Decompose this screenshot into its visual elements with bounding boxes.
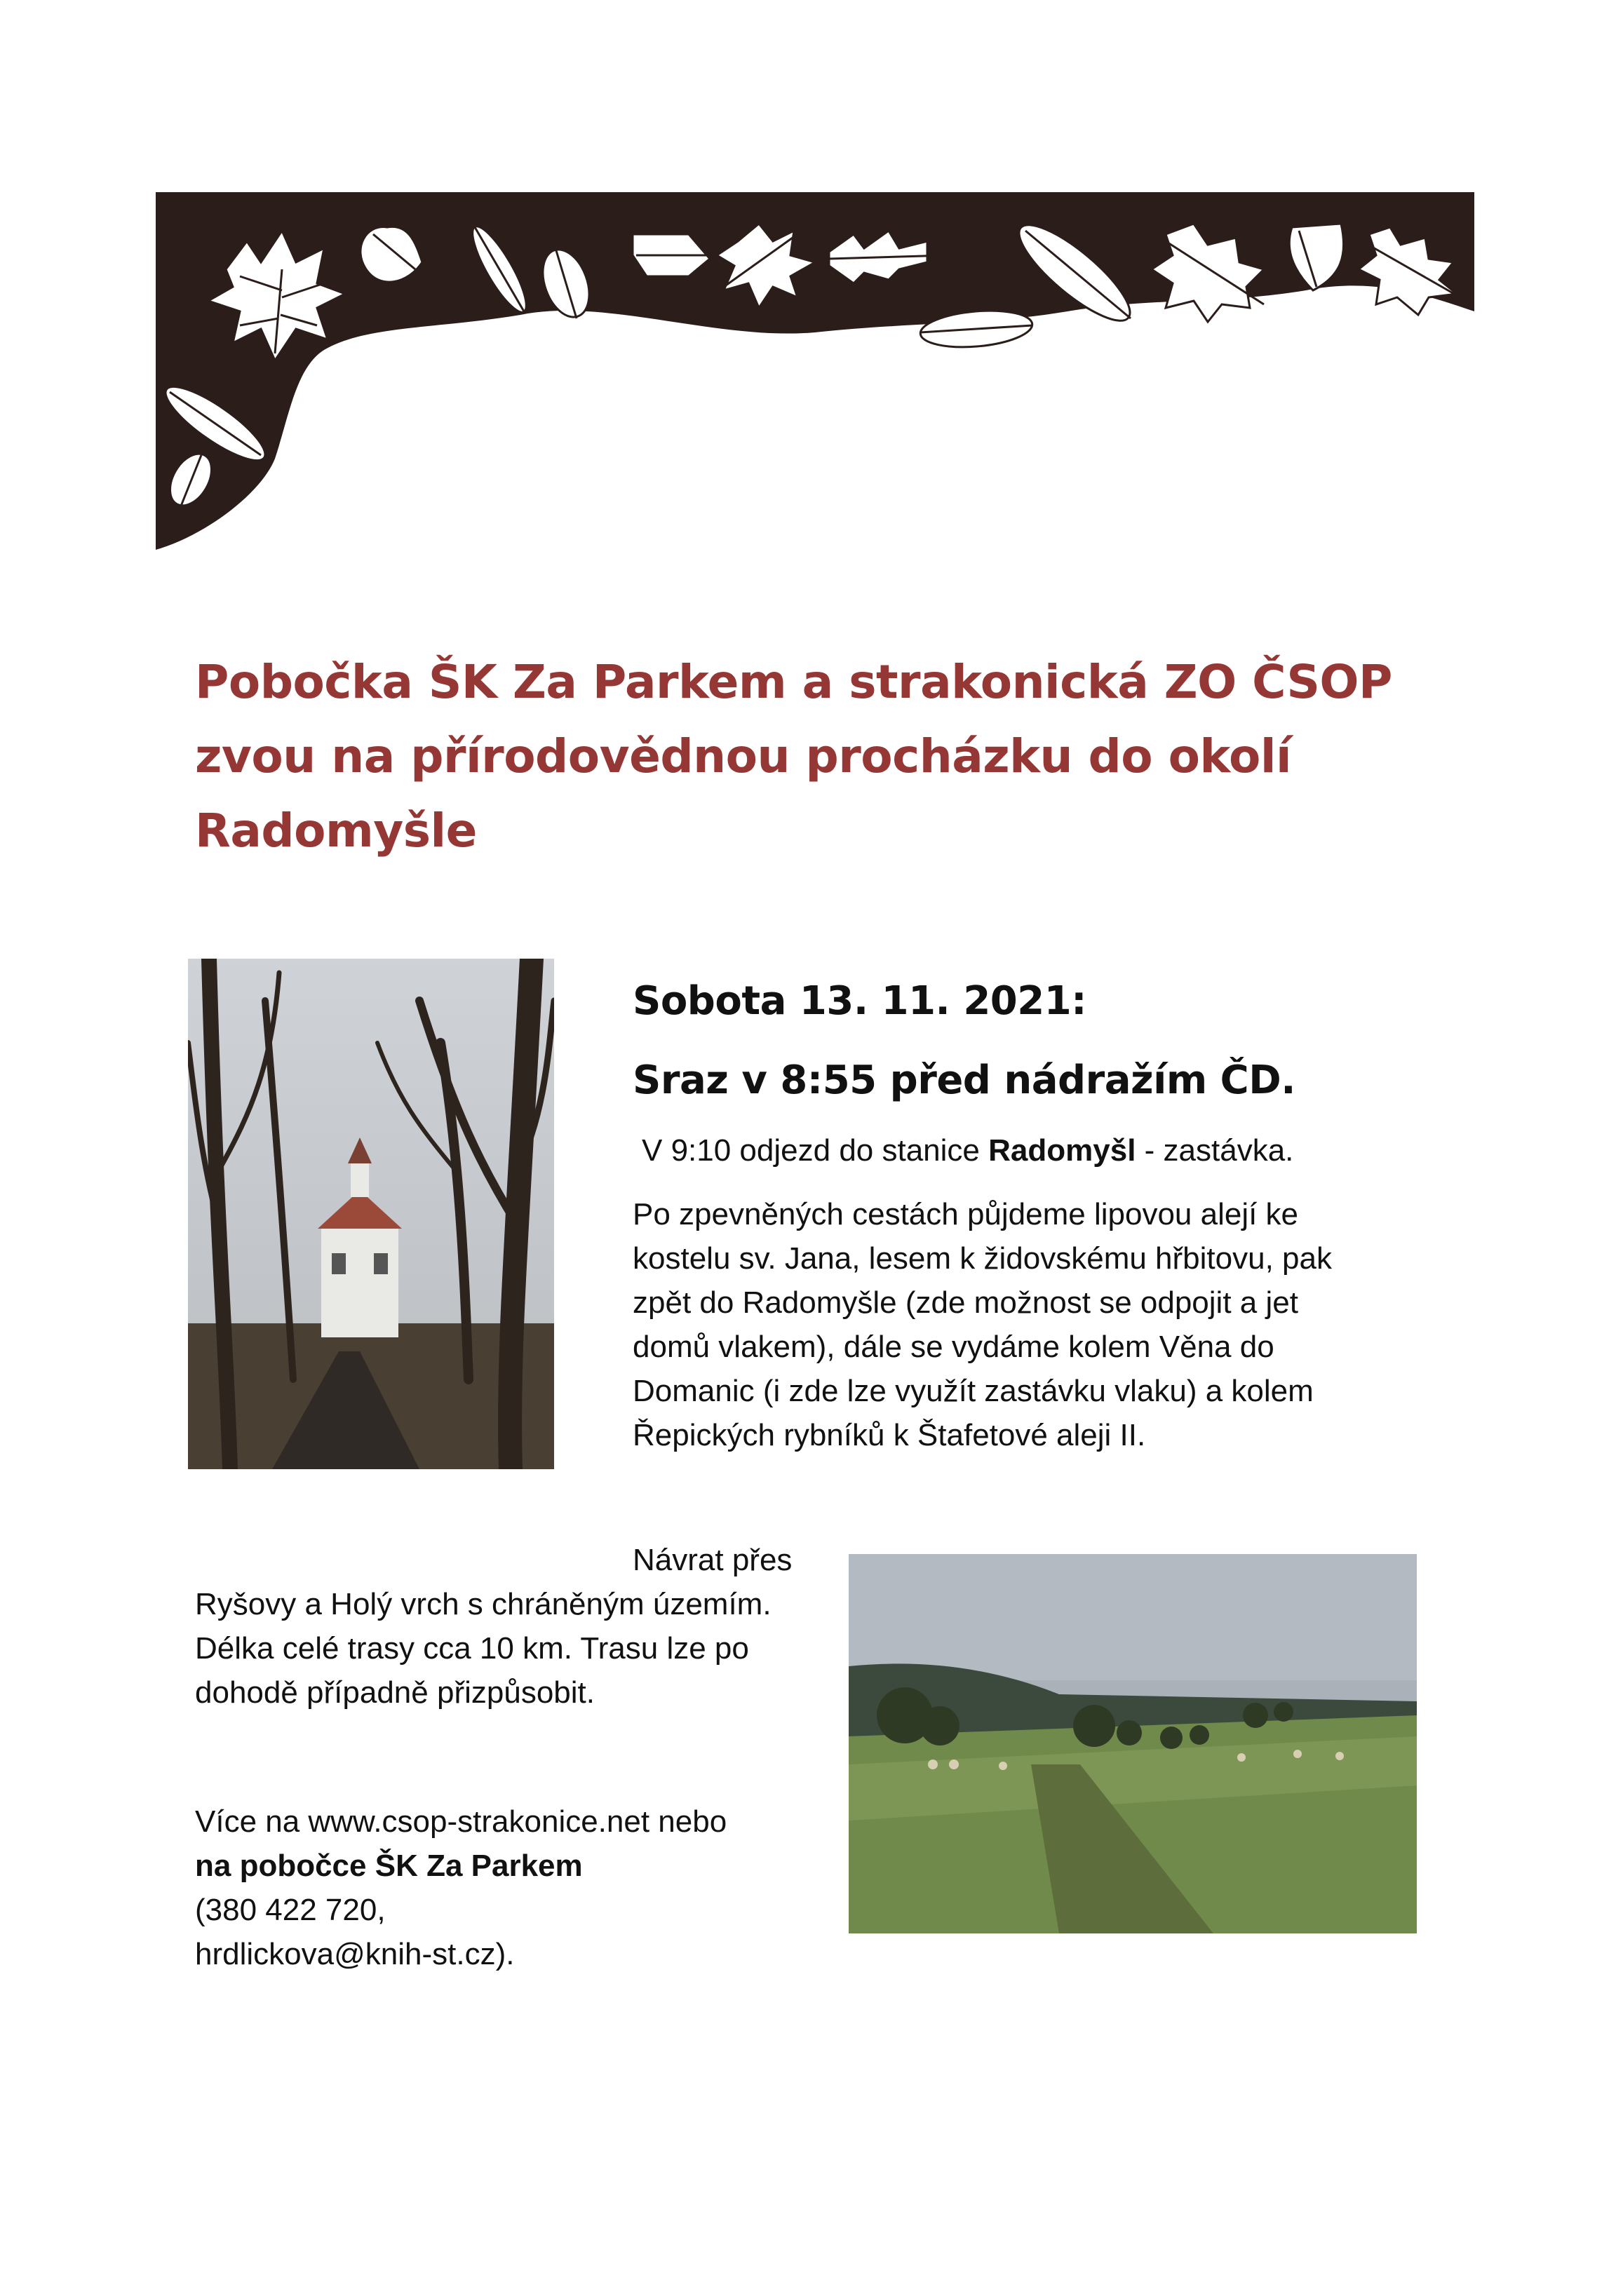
return-first-line: Návrat přes: [633, 1543, 793, 1577]
departure-suffix: - zastávka.: [1136, 1133, 1294, 1168]
route-line: Domanic (i zde lze využít zastávku vlaku) a kolem: [633, 1374, 1314, 1408]
route-line: domů vlakem), dále se vydáme kolem Věna do: [633, 1330, 1274, 1364]
page-title: [195, 645, 1457, 868]
event-date: Sobota 13. 11. 2021:: [633, 978, 1087, 1024]
route-description: [633, 1192, 1332, 1457]
field-photo: [849, 1554, 1417, 1933]
meeting-point: Sraz v 8:55 před nádražím ČD.: [633, 1058, 1296, 1103]
departure-prefix: V 9:10 odjezd do stanice: [642, 1133, 989, 1168]
route-line: Řepických rybníků k Štafetové aleji II.: [633, 1418, 1146, 1452]
return-line: Ryšovy a Holý vrch s chráněným územím.: [195, 1587, 772, 1621]
more-info-line: Více na www.csop-strakonice.net nebo: [195, 1804, 727, 1839]
contact-info: [195, 1799, 727, 1976]
return-line: Délka celé trasy cca 10 km. Trasu lze po: [195, 1631, 749, 1666]
title-line-3: Radomyšle: [195, 804, 477, 858]
return-line: dohodě případně přizpůsobit.: [195, 1675, 595, 1710]
title-line-2: zvou na přírodovědnou procházku do okolí: [195, 729, 1292, 783]
leaf-banner: [156, 192, 1474, 557]
branch-name: na pobočce ŠK Za Parkem: [195, 1849, 583, 1883]
departure-info: [642, 1128, 1293, 1173]
title-line-1: Pobočka ŠK Za Parkem a strakonická ZO ČSOP: [195, 655, 1392, 709]
route-line: kostelu sv. Jana, lesem k židovskému hřbitovu, pak: [633, 1241, 1332, 1276]
route-line: Po zpevněných cestách půjdeme lipovou alejí ke: [633, 1197, 1299, 1231]
church-photo: [188, 959, 554, 1469]
email: hrdlickova@knih-st.cz).: [195, 1937, 515, 1971]
route-line: zpět do Radomyšle (zde možnost se odpojit a jet: [633, 1285, 1298, 1320]
departure-station: Radomyšl: [988, 1133, 1136, 1168]
return-description: [195, 1582, 772, 1715]
branch-line: [195, 1844, 727, 1932]
phone: (380 422 720,: [195, 1893, 386, 1927]
